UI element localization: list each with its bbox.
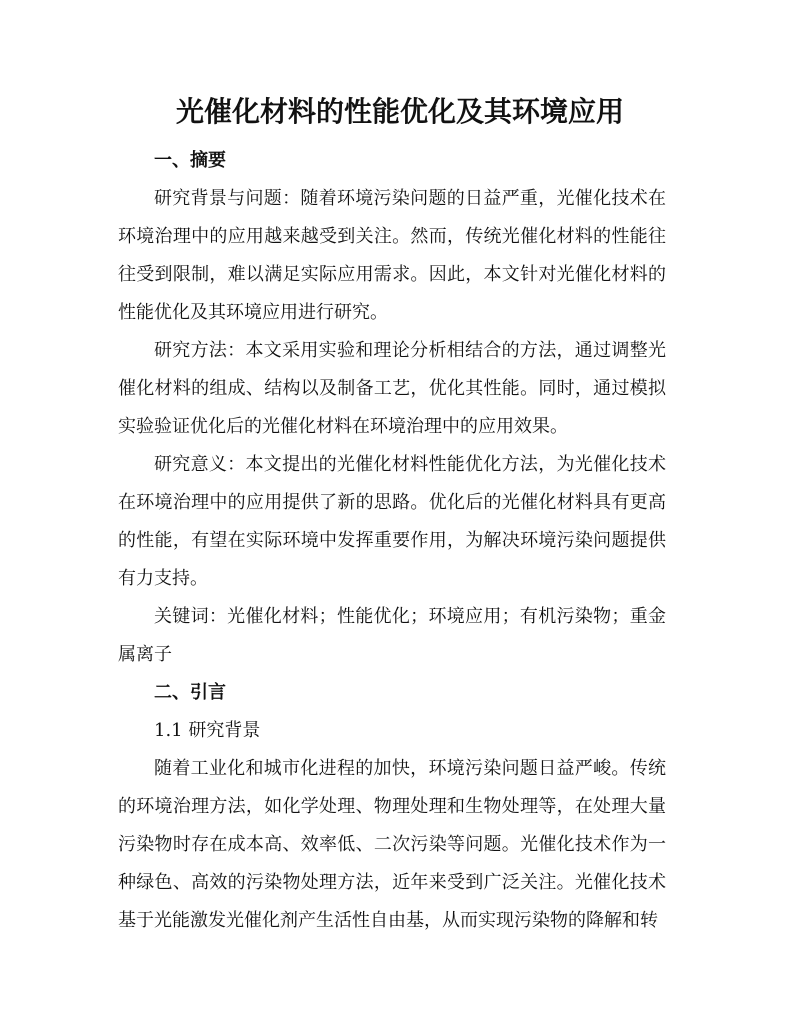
keywords-paragraph: 关键词：光催化材料；性能优化；环境应用；有机污染物；重金属离子: [118, 606, 666, 665]
document-title: 光催化材料的性能优化及其环境应用: [175, 95, 624, 128]
abstract-method-paragraph: 研究方法：本文采用实验和理论分析相结合的方法，通过调整光催化材料的组成、结构以及制备工艺，优化其性能。同时，通过模拟实验验证优化后的光催化材料在环境治理中的应用效果。: [118, 340, 666, 437]
subsection-heading-background: 1.1 研究背景: [154, 720, 261, 741]
section-heading-abstract: 一、摘要: [154, 150, 226, 171]
section-heading-introduction: 二、引言: [154, 682, 226, 703]
abstract-background-paragraph: 研究背景与问题：随着环境污染问题的日益严重，光催化技术在环境治理中的应用越来越受到关注。然而，传统光催化材料的性能往往受到限制，难以满足实际应用需求。因此，本文针对光催化材料的性能优化及其环境应用进行研究。: [118, 188, 666, 323]
abstract-significance-paragraph: 研究意义：本文提出的光催化材料性能优化方法，为光催化技术在环境治理中的应用提供了新的思路。优化后的光催化材料具有更高的性能，有望在实际环境中发挥重要作用，为解决环境污染问题提供有力支持。: [118, 454, 666, 589]
introduction-paragraph: 随着工业化和城市化进程的加快，环境污染问题日益严峻。传统的环境治理方法，如化学处理、物理处理和生物处理等，在处理大量污染物时存在成本高、效率低、二次污染等问题。光催化技术作为一种绿色、高效的污染物处理方法，近年来受到广泛关注。光催化技术基于光能激发光催化剂产生活性自由基，从而实现污染物的降解和转: [118, 758, 666, 931]
document-body: [118, 142, 666, 940]
